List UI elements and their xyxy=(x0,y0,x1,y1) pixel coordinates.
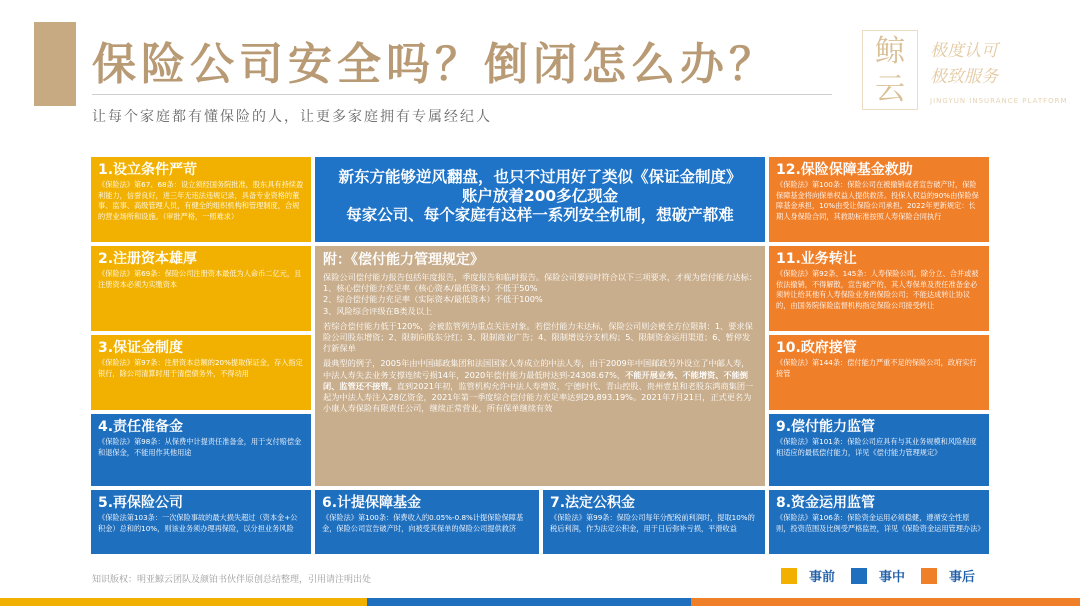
solvency-regulation-panel xyxy=(315,246,765,486)
panel-example xyxy=(323,358,757,414)
card-title: 12.保险保障基金救助 xyxy=(776,162,913,178)
card-title: 10.政府接管 xyxy=(776,340,857,356)
card-body: 《保险法》第106条：保险资金运用必须稳健，遵循安全性原则，投资范围及比例受严格监控，详见《保险资金运用管理办法》 xyxy=(776,513,985,533)
stripe-yellow xyxy=(0,598,367,606)
card-body: 《保险法》第98条：从保费中计提责任准备金，用于支付赔偿金和退保金，不能用作其他用途 xyxy=(98,437,302,457)
card-protection-fund-provision xyxy=(315,490,539,554)
card-setup-conditions xyxy=(91,157,311,242)
brand-slogan xyxy=(930,38,998,90)
legend-label-before: 事前 xyxy=(809,570,836,585)
panel-rules xyxy=(323,272,757,317)
example-emphasis: 不能开展业务、不能增资、不能倒闭、监管还不接管。 xyxy=(323,369,748,391)
card-title: 5.再保险公司 xyxy=(98,495,184,511)
bottom-color-stripe xyxy=(0,598,1080,606)
card-solvency-supervision xyxy=(769,414,989,486)
legend-swatch-before xyxy=(781,568,797,584)
card-title: 4.责任准备金 xyxy=(98,419,184,435)
card-statutory-reserve xyxy=(543,490,765,554)
headline-line-3: 每家公司、每个家庭有这样一系列安全机制，想破产都难 xyxy=(346,206,734,224)
headline-line-2: 账户放着200多亿现金 xyxy=(461,187,619,205)
stripe-orange xyxy=(691,598,1080,606)
card-title: 2.注册资本雄厚 xyxy=(98,251,198,267)
card-body: 《保险法》第99条：保险公司每年分配税前利润时，提取10%的税后利润，作为法定公积金，用于日后弥补亏损，平滑收益 xyxy=(550,513,755,533)
legend-after xyxy=(921,566,975,585)
card-title: 1.设立条件严苛 xyxy=(98,162,198,178)
card-body: 《保险法第103条：一次保险事故的最大损失超过（资本金+公积金）总和的10%，则该业务须办理再保险，以分担业务风险 xyxy=(98,513,298,533)
card-government-takeover xyxy=(769,335,989,410)
legend-label-during: 事中 xyxy=(879,570,906,585)
card-fund-use-supervision xyxy=(769,490,989,554)
card-body: 《保险法》第100条：保费收入的0.05%-0.8%计提保险保障基金，保险公司宣告破产时，向被受其保单的保险公司提供救济 xyxy=(322,513,524,533)
center-headline-panel xyxy=(315,157,765,242)
card-registered-capital xyxy=(91,246,311,331)
slogan-line-1: 极度认可 xyxy=(930,41,998,61)
logo-char-2: 云 xyxy=(875,72,905,107)
card-title: 8.资金运用监管 xyxy=(776,495,876,511)
headline-line-1: 新东方能够逆风翻盘，也只不过用好了类似《保证金制度》 xyxy=(338,168,742,186)
legend-swatch-during xyxy=(851,568,867,584)
card-body: 《保险法》第69条：保险公司注册资本最低为人命币二亿元，且注册资本必须为实缴资本 xyxy=(98,269,302,289)
legend-swatch-after xyxy=(921,568,937,584)
card-body: 《保险法》第67、68条：设立须经国务院批准，股东具有持续盈利能力，信誉良好，进三年无违法违规记录，具备专业资格的董事、监事、高级管理人员，有健全的组织机构和管理制度，合规的营业场所和设施。（审批严格，一照难求） xyxy=(98,180,304,221)
card-title: 7.法定公积金 xyxy=(550,495,636,511)
legend-before xyxy=(781,566,835,585)
page-title: 保险公司安全吗？倒闭怎么办？ xyxy=(92,39,778,90)
brand-english-name: JINGYUN INSURANCE PLATFORM xyxy=(930,97,1068,105)
example-text-b: 直到2021年初，监管机构允许中法人寿增资，宁德时代、青山控股、贵州壹星和老股东鸿商集团一起为中法人寿注入28亿资金，2021年第一季度综合偿付能力充足率达到29,893.19%。2021年7月21日，正式更名为小康人寿保险有限责任公司，继续正常营业，所有保单继续有效 xyxy=(323,380,754,414)
card-body: 《保险法》第100条：保险公司在被撤销或者宣告破产时，保险保障基金将向保单权益人提供救济。投保人权益的90%由保险保障基金承担，10%由受让保险公司承担。2022年更新规定：长期人身保险合同，其救助标准按照人寿保险合同执行 xyxy=(776,180,979,221)
card-title: 6.计提保障基金 xyxy=(322,495,422,511)
logo-char-1: 鲸 xyxy=(875,34,905,69)
card-body: 《保险法》第92条、145条：人寿保险公司，除分立、合并或被依法撤销，不得解散，宣告破产的，其人寿保单及责任准备金必须转让给其他有人寿保险业务的保险公司；不能达成转让协议的，由国务院保险监督机构指定保险公司接受转让 xyxy=(776,269,979,310)
panel-title: 附：《偿付能力管理规定》 xyxy=(323,252,484,268)
panel-measures: 若综合偿付能力低于120%，会被监管列为重点关注对象。若偿付能力未达标，保险公司则会被全方位限制：1、要求保险公司股东增资；2、限制向股东分红；3、限制商业广告；4、限制增设分支机构；5、限制资金运用渠道；6、暂停发行新保单 xyxy=(323,320,753,354)
stripe-blue xyxy=(367,598,691,606)
title-accent-bar xyxy=(34,22,76,106)
card-title: 9.偿付能力监管 xyxy=(776,419,876,435)
brand-logo-icon xyxy=(862,30,918,110)
card-business-transfer xyxy=(769,246,989,331)
rule-1: 1、核心偿付能力充足率（核心资本/最低资本）不低于50% xyxy=(323,283,538,294)
rule-2: 2、综合偿付能力充足率（实际资本/最低资本）不低于100% xyxy=(323,294,543,305)
copyright-note: 知识版权：明亚鲸云团队及颜铂书伙伴原创总结整理，引用请注明出处 xyxy=(92,575,372,585)
page-subtitle: 让每个家庭都有懂保险的人，让更多家庭拥有专属经纪人 xyxy=(92,109,492,125)
card-body: 《保险法》第144条：偿付能力严重不足的保险公司，政府实行接管 xyxy=(776,358,977,378)
card-body: 《保险法》第101条：保险公司应具有与其业务规模和风险程度相适应的最低偿付能力，详见《偿付能力管理规定》 xyxy=(776,437,977,457)
card-protection-fund-rescue xyxy=(769,157,989,242)
rule-3: 3、风险综合评级在B类及以上 xyxy=(323,305,433,316)
card-title: 3.保证金制度 xyxy=(98,340,184,356)
card-body: 《保险法》第97条：注册资本总额的20%提取保证金，存入指定银行，除公司清算时用于清偿债务外，不得动用 xyxy=(98,358,303,378)
slogan-line-2: 极致服务 xyxy=(930,67,998,87)
card-title: 11.业务转让 xyxy=(776,251,857,267)
legend-label-after: 事后 xyxy=(949,570,976,585)
card-reinsurance xyxy=(91,490,311,554)
card-deposit-system xyxy=(91,335,311,410)
card-liability-reserve xyxy=(91,414,311,486)
panel-intro: 保险公司偿付能力报告包括年度报告，季度报告和临时报告。保险公司要同时符合以下三项要求，才视为偿付能力达标： xyxy=(323,272,757,282)
legend-during xyxy=(851,566,905,585)
example-text-a: 最典型的例子，2005年由中国邮政集团和法国国家人寿成立的中法人寿，由于2009年中国邮政另外设立了中邮人寿，中法人寿失去业务支撑连续亏损14年，2020年偿付能力最低时达到-24308.67%， xyxy=(323,358,750,380)
title-divider xyxy=(92,94,832,95)
